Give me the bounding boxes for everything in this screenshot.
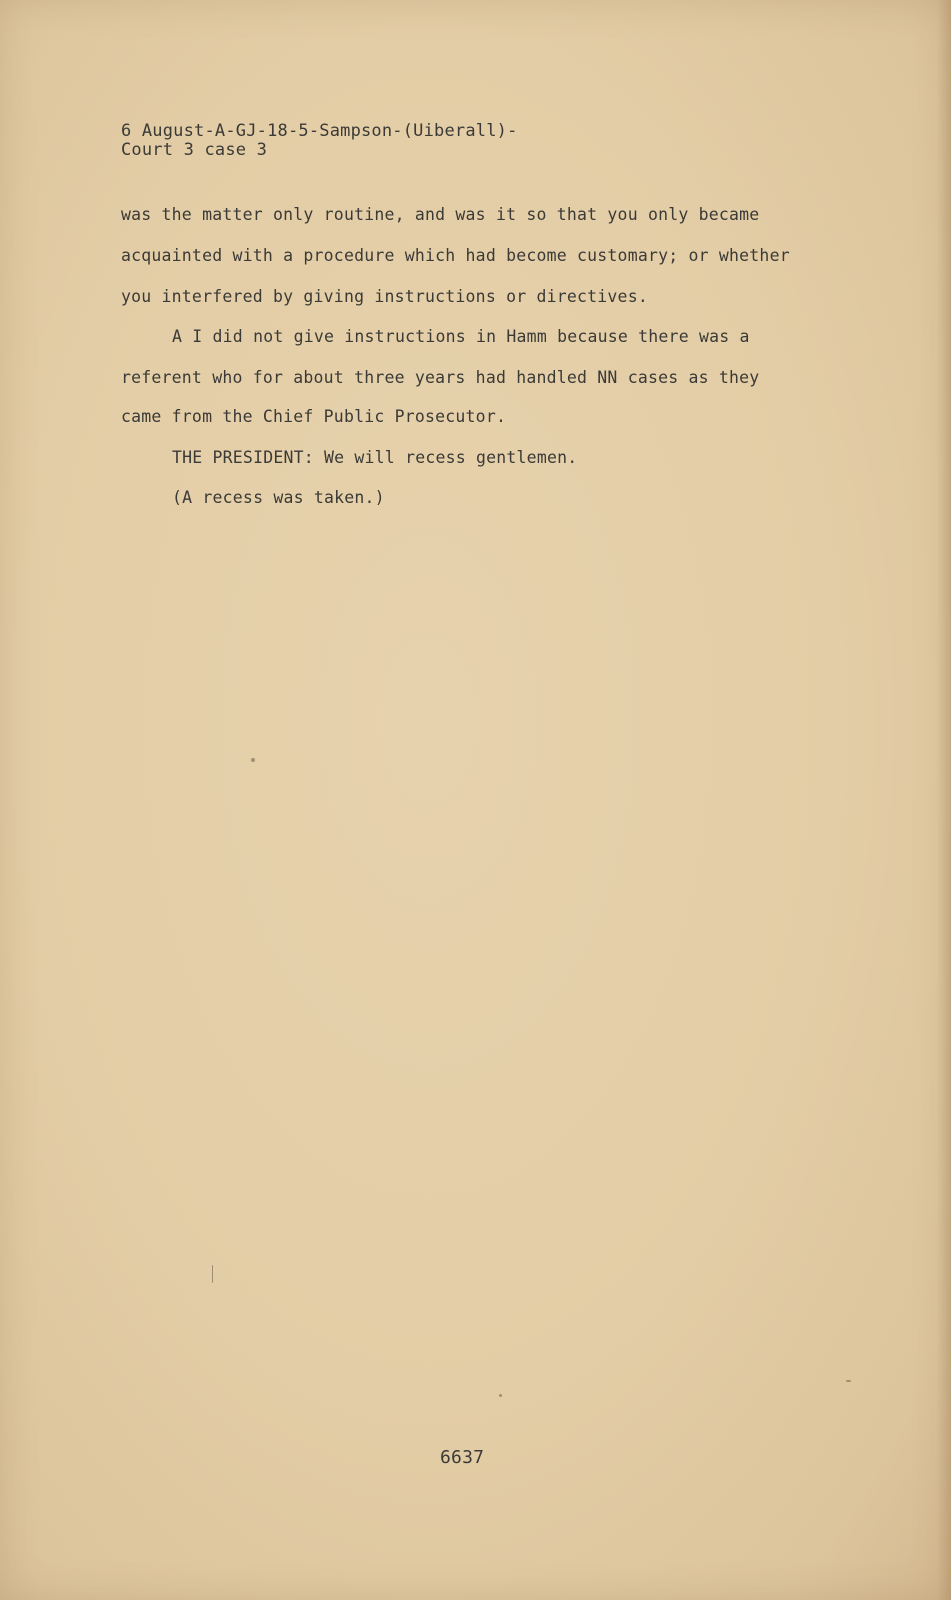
paper-speck — [499, 1394, 502, 1397]
paper-speck — [846, 1380, 851, 1382]
body-line-8: (A recess was taken.) — [172, 488, 385, 507]
body-line-5: referent who for about three years had handled NN cases as they — [121, 368, 760, 387]
header-line-2: Court 3 case 3 — [121, 140, 268, 160]
body-line-3: you interfered by giving instructions or directives. — [121, 287, 648, 306]
page-number: 6637 — [440, 1447, 485, 1468]
body-line-2: acquainted with a procedure which had become customary; or whether — [121, 246, 790, 265]
header-line-1: 6 August-A-GJ-18-5-Sampson-(Uiberall)- — [121, 121, 518, 141]
paper-speck — [212, 1265, 213, 1283]
body-line-7: THE PRESIDENT: We will recess gentlemen. — [172, 448, 578, 467]
page-edge-shading — [937, 0, 951, 1600]
body-line-4: A I did not give instructions in Hamm because there was a — [172, 327, 750, 346]
body-line-1: was the matter only routine, and was it so that you only became — [121, 205, 760, 224]
body-line-6: came from the Chief Public Prosecutor. — [121, 407, 507, 426]
paper-speck — [251, 758, 255, 762]
